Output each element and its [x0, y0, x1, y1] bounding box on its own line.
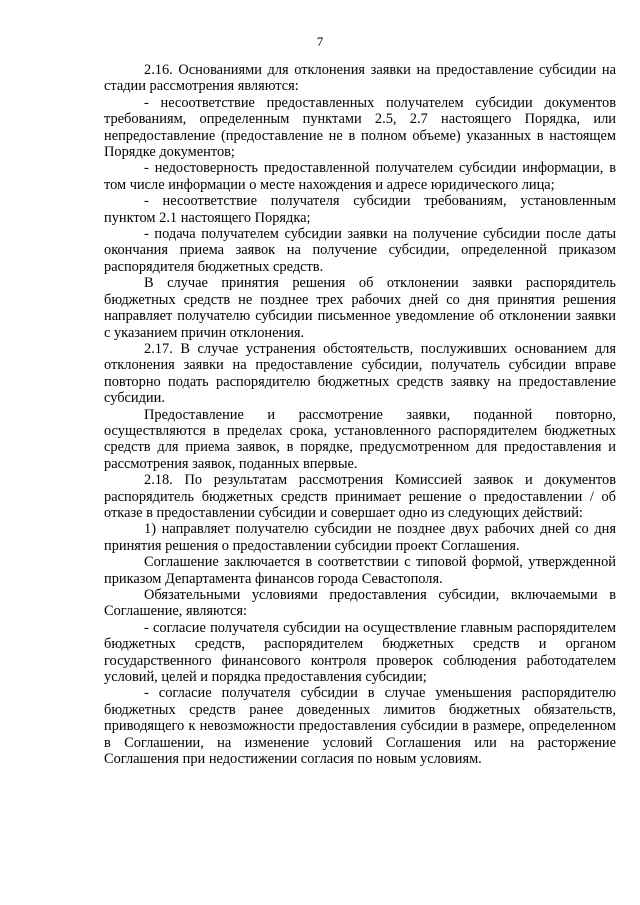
paragraph-item-information: - недостоверность предоставленной получателем субсидии информации, в том числе информации о месте нахождения и адресе юридического лица;: [104, 160, 616, 193]
paragraph-consent-limits: - согласие получателя субсидии в случае уменьшения распорядителю бюджетных средств ранее доведенных лимитов бюджетных обязательств, приводящего к невозможности предоставления субсидии в размере, определенном в Соглашении, на изменение условий Соглашения или на расторжение Соглашения при недостижении согласия по новым условиям.: [104, 685, 616, 768]
paragraph-2-16: 2.16. Основаниями для отклонения заявки на предоставление субсидии на стадии рассмотрения являются:: [104, 62, 616, 95]
paragraph-item-requirements: - несоответствие получателя субсидии требованиям, установленным пунктом 2.1 настоящего Порядка;: [104, 193, 616, 226]
paragraph-item-documents: - несоответствие предоставленных получателем субсидии документов требованиям, определенным пунктами 2.5, 2.7 настоящего Порядка, или непредоставление (предоставление не в полном объеме) указанных в настоящем Порядке документов;: [104, 94, 616, 161]
paragraph-action-1: 1) направляет получателю субсидии не позднее двух рабочих дней со дня принятия решения о предоставлении субсидии проект Соглашения.: [104, 521, 616, 554]
document-body: [104, 62, 616, 767]
paragraph-2-17: 2.17. В случае устранения обстоятельств, послуживших основанием для отклонения заявки на предоставление субсидии, получатель субсидии вправе повторно подать распорядителю бюджетных средств заявку на предоставление субсидии.: [104, 340, 616, 407]
paragraph-item-deadline: - подача получателем субсидии заявки на получение субсидии после даты окончания приема заявок на получение субсидии, определенной приказом распорядителя бюджетных средств.: [104, 226, 616, 275]
paragraph-rejection-notice: В случае принятия решения об отклонении заявки распорядитель бюджетных средств не позднее трех рабочих дней со дня принятия решения направляет получателю субсидии письменное уведомление об отклонении заявки с указанием причин отклонения.: [104, 275, 616, 341]
paragraph-consent-audit: - согласие получателя субсидии на осуществление главным распорядителем бюджетных средств, распорядителем бюджетных средств и органом государственного финансового контроля проверок соблюдения работодателем условий, целей и порядка предоставления субсидии;: [104, 619, 616, 686]
paragraph-2-18: 2.18. По результатам рассмотрения Комиссией заявок и документов распорядитель бюджетных средств принимает решение о предоставлении / об отказе в предоставлении субсидии и совершает одно из следующих действий:: [104, 472, 616, 521]
paragraph-resubmission: Предоставление и рассмотрение заявки, поданной повторно, осуществляются в пределах срока, установленного распорядителем бюджетных средств для приема заявок, в порядке, предусмотренном для предоставления и рассмотрения заявок, поданных впервые.: [104, 406, 616, 472]
paragraph-agreement-form: Соглашение заключается в соответствии с типовой формой, утвержденной приказом Департамента финансов города Севастополя.: [104, 554, 616, 587]
paragraph-mandatory-conditions: Обязательными условиями предоставления субсидии, включаемыми в Соглашение, являются:: [104, 587, 616, 620]
page-number: 7: [316, 34, 324, 49]
